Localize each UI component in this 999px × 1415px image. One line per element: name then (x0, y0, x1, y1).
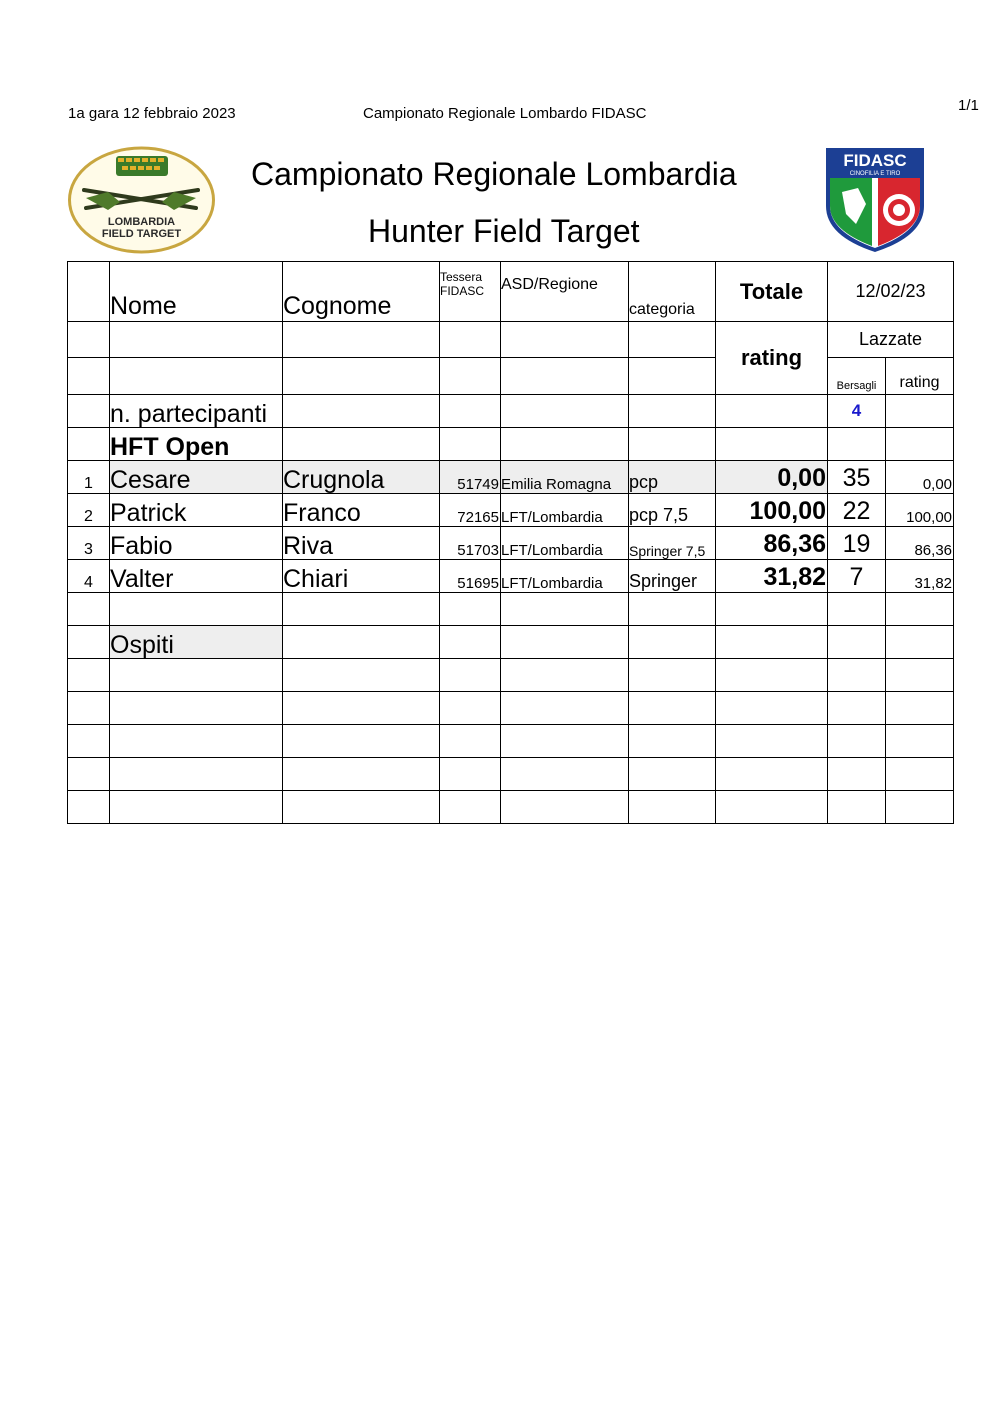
row-asd: Emilia Romagna (501, 461, 629, 494)
row-bersagli: 19 (828, 527, 886, 560)
col-header-tessera-line1: Tessera (440, 270, 483, 284)
section-row-ospiti (68, 626, 954, 659)
lombardia-field-target-logo (68, 146, 215, 254)
row-nome: Valter (110, 560, 283, 593)
table-row (68, 461, 954, 494)
empty-row (68, 758, 954, 791)
row-cognome: Chiari (283, 560, 440, 593)
section-row-open (68, 428, 954, 461)
row-categoria: Springer 7,5 (629, 527, 716, 560)
col-header-totale: Totale (716, 262, 828, 322)
row-categoria: pcp (629, 461, 716, 494)
empty-row (68, 692, 954, 725)
row-totale: 31,82 (716, 560, 828, 593)
row-categoria: pcp 7,5 (629, 494, 716, 527)
partecipanti-row (68, 395, 954, 428)
col-header-bersagli: Bersagli (828, 358, 886, 395)
row-tessera: 51703 (440, 527, 501, 560)
row-tessera: 72165 (440, 494, 501, 527)
row-number: 1 (68, 461, 110, 494)
partecipanti-count: 4 (828, 395, 886, 428)
row-categoria: Springer (629, 560, 716, 593)
row-tessera: 51695 (440, 560, 501, 593)
row-number: 3 (68, 527, 110, 560)
col-header-asd: ASD/Regione (501, 262, 629, 322)
row-bersagli: 7 (828, 560, 886, 593)
partecipanti-label: n. partecipanti (110, 395, 283, 428)
col-header-tessera (440, 262, 501, 322)
table-row (68, 527, 954, 560)
table-row (68, 494, 954, 527)
row-rating: 86,36 (886, 527, 954, 560)
page-subtitle: Hunter Field Target (368, 213, 640, 249)
row-number: 4 (68, 560, 110, 593)
results-table (67, 261, 954, 824)
row-tessera: 51749 (440, 461, 501, 494)
row-nome: Patrick (110, 494, 283, 527)
empty-row (68, 725, 954, 758)
row-rating: 0,00 (886, 461, 954, 494)
row-number: 2 (68, 494, 110, 527)
col-header-cognome: Cognome (283, 262, 440, 322)
row-totale: 86,36 (716, 527, 828, 560)
table-header-row (68, 262, 954, 322)
col-header-categoria: categoria (629, 262, 716, 322)
col-header-rating: rating (716, 322, 828, 395)
fidasc-logo-subtext: CINOFILIA E TIRO (849, 171, 901, 177)
col-header-nome: Nome (110, 262, 283, 322)
empty-row (68, 593, 954, 626)
col-header-tessera-line2: FIDASC (440, 284, 485, 298)
col-header-data: 12/02/23 (828, 262, 954, 322)
header-left: 1a gara 12 febbraio 2023 (68, 105, 236, 122)
row-bersagli: 22 (828, 494, 886, 527)
row-totale: 0,00 (716, 461, 828, 494)
row-totale: 100,00 (716, 494, 828, 527)
col-header-luogo: Lazzate (828, 322, 954, 358)
row-asd: LFT/Lombardia (501, 560, 629, 593)
row-asd: LFT/Lombardia (501, 527, 629, 560)
fidasc-logo-text: FIDASC (843, 151, 907, 170)
page-title: Campionato Regionale Lombardia (251, 156, 737, 192)
empty-row (68, 791, 954, 824)
empty-row (68, 659, 954, 692)
row-bersagli: 35 (828, 461, 886, 494)
row-asd: LFT/Lombardia (501, 494, 629, 527)
row-nome: Fabio (110, 527, 283, 560)
table-row (68, 560, 954, 593)
row-rating: 100,00 (886, 494, 954, 527)
col-header-rating-small: rating (886, 358, 954, 395)
row-cognome: Franco (283, 494, 440, 527)
section-title-ospiti: Ospiti (110, 626, 283, 659)
fidasc-logo (822, 144, 928, 254)
row-cognome: Riva (283, 527, 440, 560)
logo-text-lombardia: LOMBARDIA (107, 216, 176, 228)
header-center: Campionato Regionale Lombardo FIDASC (363, 105, 647, 122)
row-nome: Cesare (110, 461, 283, 494)
row-rating: 31,82 (886, 560, 954, 593)
logo-text-field-target: FIELD TARGET (101, 228, 182, 240)
page-number: 1/1 (958, 97, 979, 114)
row-cognome: Crugnola (283, 461, 440, 494)
section-title-open: HFT Open (110, 428, 283, 461)
